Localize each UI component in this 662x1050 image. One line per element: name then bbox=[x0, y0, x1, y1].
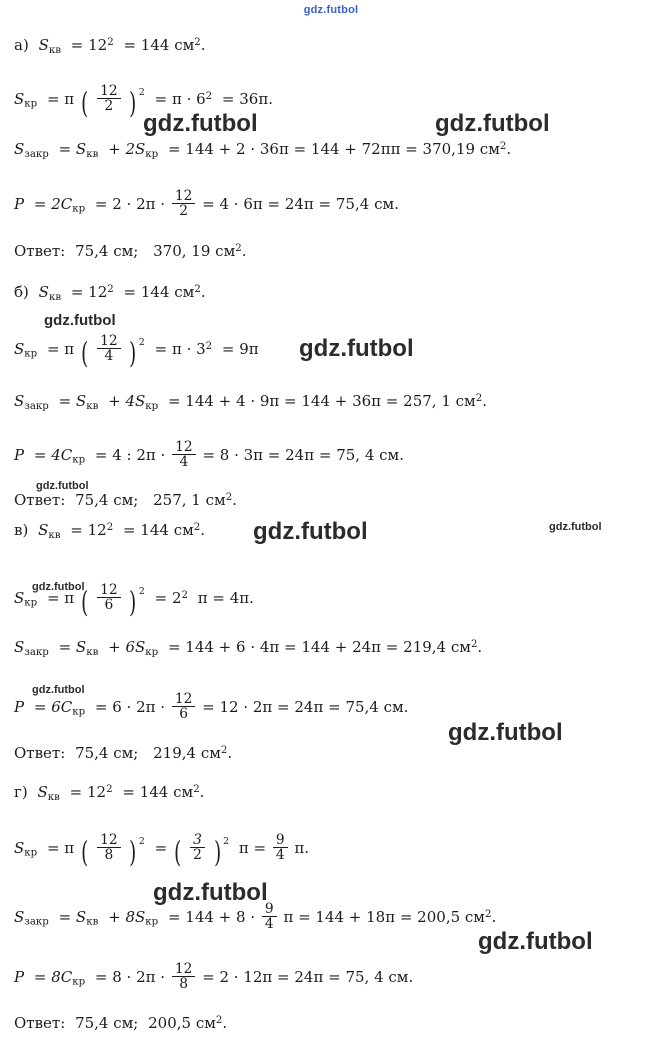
watermark-text: gdz.futbol bbox=[478, 928, 593, 955]
paren-close: ) bbox=[129, 85, 137, 120]
solution-g-line3: $S_{закр} = S_{кв} + 8S_{кр} = 144 + 8$ · $\frac{9}{4}$ π = 144 + 18π = 200,5 $см^2$. bbox=[14, 901, 497, 933]
paren-close: ) bbox=[129, 834, 137, 869]
solution-b-answer: Ответ: 75,4 см; 257, 1 $см^2$. bbox=[14, 491, 237, 509]
solution-g-answer: Ответ: 75,4 см; 200,5 $см^2$. bbox=[14, 1014, 228, 1032]
paren-open: ( bbox=[81, 85, 89, 120]
paren-open: ( bbox=[174, 834, 182, 869]
solution-g-line2: $S_{кр} = \pi$ ( $\frac{12}{8}$ ) $^2$ = ( $\frac{3}{2}$ ) $^2$ π = $\frac{9}{4}$ π. bbox=[14, 832, 310, 869]
solution-v-label: в) bbox=[14, 521, 29, 539]
paren-close: ) bbox=[213, 834, 221, 869]
paren-close: ) bbox=[129, 335, 137, 370]
fraction: $\frac{12}{6}$ bbox=[172, 692, 196, 722]
watermark-text: gdz.futbol bbox=[32, 684, 85, 696]
solution-g-line4: $P = 8C_{кр} = 8 \cdot 2\pi$ · $\frac{12}{8}$ = 2 · 12π = 24π = 75, 4 см. bbox=[14, 961, 414, 993]
fraction: $\frac{12}{8}$ bbox=[97, 833, 121, 863]
watermark-text: gdz.futbol bbox=[153, 879, 268, 906]
fraction: $\frac{9}{4}$ bbox=[262, 902, 277, 932]
solution-b-line2: $S_{кр} = \pi$ ( $\frac{12}{4}$ ) $^2 = \pi \cdot 3^2 = 9\pi$ bbox=[14, 333, 259, 370]
watermark-text: gdz.futbol bbox=[299, 335, 414, 362]
solution-b-label: б) bbox=[14, 283, 29, 301]
fraction: $\frac{9}{4}$ bbox=[273, 833, 288, 863]
solution-v-line1: в) $S_{кв} = 12^2 = 144$ $см^2$. bbox=[14, 521, 206, 541]
watermark-text: gdz.futbol bbox=[44, 312, 116, 329]
watermark-text: gdz.futbol bbox=[36, 480, 89, 492]
solution-g-line1: г) $S_{кв} = 12^2 = 144$ $см^2$. bbox=[14, 783, 205, 803]
paren-close: ) bbox=[129, 584, 137, 619]
site-header: gdz.futbol bbox=[303, 4, 359, 16]
solution-b-line1: б) $S_{кв} = 12^2 = 144$ $см^2$. bbox=[14, 283, 206, 303]
watermark-text: gdz.futbol bbox=[253, 518, 368, 545]
paren-open: ( bbox=[81, 834, 89, 869]
watermark-text: gdz.futbol bbox=[143, 110, 258, 137]
fraction: $\frac{12}{4}$ bbox=[97, 334, 121, 364]
watermark-text: gdz.futbol bbox=[32, 581, 85, 593]
paren-open: ( bbox=[81, 584, 89, 619]
solution-g-label: г) bbox=[14, 783, 28, 801]
fraction: $\frac{3}{2}$ bbox=[190, 833, 205, 863]
solution-a-label: а) bbox=[14, 36, 29, 54]
solution-v-line3: $S_{закр} = S_{кв} + 6S_{кр} = 144 + 6 \cdot 4\pi = 144 + 24\pi = 219,4$ $см^2$. bbox=[14, 638, 483, 658]
solution-a-line3: $S_{закр} = S_{кв} + 2S_{кр} = 144 + 2 \cdot 36\pi = 144 + 72\pi\pi = 370,19$ $см^2$. bbox=[14, 140, 512, 160]
solution-v-line4: $P = 6C_{кр} = 6 \cdot 2\pi$ · $\frac{12}{6}$ = 12 · 2π = 24π = 75,4 см. bbox=[14, 691, 409, 723]
solution-a-answer: Ответ: 75,4 см; 370, 19 $см^2$. bbox=[14, 242, 247, 260]
fraction: $\frac{12}{2}$ bbox=[97, 84, 121, 114]
solution-a-line4: $P = 2C_{кр} = 2 \cdot 2\pi$ · $\frac{12}{2}$ = 4 · 6π = 24π = 75,4 см. bbox=[14, 188, 399, 220]
fraction: $\frac{12}{6}$ bbox=[97, 583, 121, 613]
fraction: $\frac{12}{8}$ bbox=[172, 962, 196, 992]
solution-b-line4: $P = 4C_{кр} = 4$ : 2π · $\frac{12}{4}$ = 8 · 3π = 24π = 75, 4 см. bbox=[14, 439, 404, 471]
paren-open: ( bbox=[81, 335, 89, 370]
solution-v-line2: $S_{кр} = \pi$ ( $\frac{12}{6}$ ) $^2 = 2^2$ π = 4π. bbox=[14, 582, 254, 619]
fraction: $\frac{12}{4}$ bbox=[172, 440, 196, 470]
fraction: $\frac{12}{2}$ bbox=[172, 189, 196, 219]
watermark-text: gdz.futbol bbox=[549, 521, 602, 533]
solution-a-line2: $S_{кр} = \pi$ ( $\frac{12}{2}$ ) $^2 = \pi \cdot 6^2 = 36\pi$. bbox=[14, 83, 273, 120]
watermark-text: gdz.futbol bbox=[435, 110, 550, 137]
solution-v-answer: Ответ: 75,4 см; 219,4 $см^2$. bbox=[14, 744, 233, 762]
solution-b-line3: $S_{закр} = S_{кв} + 4S_{кр} = 144 + 4 \cdot 9\pi = 144 + 36\pi = 257$, 1 $см^2$. bbox=[14, 392, 487, 412]
solution-a-line1: а) $S_{кв} = 12^2 = 144$ $см^2$. bbox=[14, 36, 206, 56]
watermark-text: gdz.futbol bbox=[448, 719, 563, 746]
